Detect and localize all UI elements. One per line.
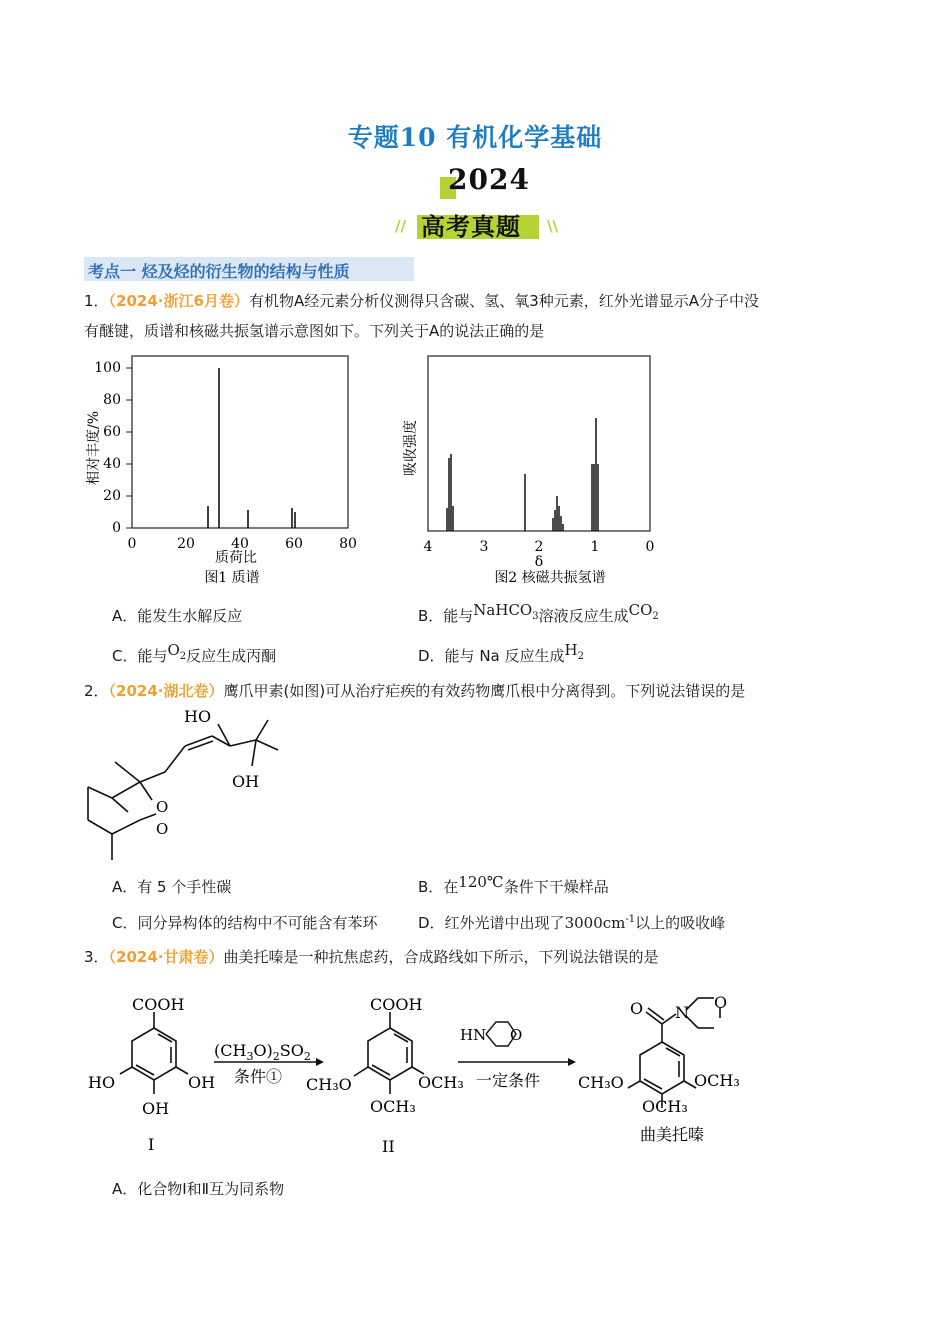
fig2-axes — [428, 356, 650, 531]
q1-option-b[interactable] — [418, 601, 659, 628]
fig1-x-tick-60: 60 — [285, 536, 303, 552]
wavenumber-superscript: -1 — [625, 914, 636, 925]
morpholine-o: O — [510, 1026, 523, 1044]
compound-1-ring — [120, 1012, 188, 1094]
yingzhaosu-structure — [80, 702, 280, 864]
yingzhaosu-o2: O — [156, 820, 169, 838]
q1-option-c-suffix: 反应生成丙酮 — [186, 647, 277, 665]
q1-option-b-middle: 溶液反应生成 — [538, 607, 629, 625]
compound-1-cooh: COOH — [132, 995, 185, 1014]
reagent-1-part-e: SO — [279, 1041, 304, 1060]
condition-1: 条件① — [234, 1067, 283, 1086]
product-och3-left: CH₃O — [578, 1073, 624, 1092]
q1-option-c-prefix: C．能与 — [112, 647, 168, 665]
q2-option-d-value — [565, 914, 636, 932]
fig1-y-tick-80: 80 — [103, 392, 121, 408]
q2-option-b-temperature: 120℃ — [458, 873, 504, 891]
condition-2: 一定条件 — [476, 1071, 541, 1090]
banner-text: 高考真题 — [421, 213, 521, 241]
fig2-x-tick-0: 0 — [645, 539, 655, 555]
question-2-number: 2． — [84, 682, 109, 700]
q1-option-d[interactable] — [418, 641, 584, 668]
mass-spectrum-figure — [84, 348, 374, 593]
reaction-arrow-2-head — [568, 1058, 576, 1066]
question-2-text: 鹰爪甲素(如图)可从治疗疟疾的有效药物鹰爪根中分离得到。下列说法错误的是 — [223, 682, 746, 700]
q2-option-c[interactable]: C．同分异构体的结构中不可能含有苯环 — [112, 914, 378, 932]
q1-option-a[interactable]: A．能发生水解反应 — [112, 607, 243, 625]
q2-option-b-prefix: B．在 — [418, 878, 459, 896]
reagent-1-part-c: O) — [253, 1041, 273, 1060]
fig2-peaks — [447, 418, 598, 531]
fig2-caption: 图2 核磁共振氢谱 — [494, 570, 606, 586]
fig1-x-label: 质荷比 — [215, 550, 257, 566]
compound-2-och3-right: OCH₃ — [418, 1073, 464, 1092]
question-1-source: （2024·浙江6月卷） — [108, 292, 249, 310]
fig1-y-tick-0: 0 — [112, 520, 121, 536]
o2-text: O — [167, 641, 180, 659]
section-heading-text: 考点一 烃及烃的衍生物的结构与性质 — [88, 262, 350, 281]
banner-right-decoration: \\ — [547, 217, 558, 235]
nahco3-subscript: 3 — [532, 611, 539, 622]
product-och3-bottom: OCH₃ — [642, 1097, 688, 1116]
q2-option-d-suffix: 以上的吸收峰 — [635, 914, 726, 932]
fig2-x-tick-3: 3 — [479, 539, 489, 555]
fig1-x-tick-0: 0 — [127, 536, 137, 552]
reagent-1 — [214, 1041, 311, 1063]
fig2-x-tick-1: 1 — [590, 539, 600, 555]
question-1-text-a: 有机物A经元素分析仪测得只含碳、氢、氧3种元素，红外光谱显示A分子中没 — [248, 292, 760, 310]
compound-1-oh-right: OH — [188, 1073, 216, 1092]
yingzhaosu-oh-right: OH — [232, 772, 260, 791]
compound-1-ho-left: HO — [88, 1073, 116, 1092]
page-title: 专题10 有机化学基础 — [347, 123, 603, 152]
compound-2-ring — [354, 1012, 424, 1094]
nahco3-text: NaHCO — [473, 601, 533, 619]
o2-formula — [167, 641, 187, 662]
fig1-peaks — [208, 368, 295, 528]
year-badge — [430, 163, 530, 199]
compound-1-oh-bottom: OH — [142, 1099, 170, 1118]
fig2-x-ticks — [424, 539, 655, 555]
q1-option-b-formula — [473, 601, 539, 622]
question-3-stem — [84, 942, 884, 972]
fig1-caption: 图1 质谱 — [204, 570, 260, 586]
question-1-line2: 有醚键，质谱和核磁共振氢谱示意图如下。下列关于A的说法正确的是 — [84, 322, 545, 340]
morpholine-hn: HN — [460, 1026, 487, 1044]
q2-option-d[interactable] — [418, 912, 725, 933]
question-1-line1 — [84, 286, 884, 316]
fig1-y-label: 相对丰度/% — [86, 410, 102, 486]
section-heading — [84, 257, 414, 281]
banner-left-decoration: // — [395, 217, 406, 235]
q1-option-c[interactable] — [112, 641, 277, 668]
compound-2-och3-bottom: OCH₃ — [370, 1097, 416, 1116]
fig1-axes — [132, 356, 348, 528]
yingzhaosu-oh-top: HO — [184, 707, 212, 726]
q3-option-a[interactable]: A．化合物Ⅰ和Ⅱ互为同系物 — [112, 1180, 285, 1198]
fig1-x-tick-80: 80 — [339, 536, 357, 552]
wavenumber-text: 3000cm — [564, 914, 626, 932]
question-1-number: 1． — [84, 292, 109, 310]
product-och3-right: OCH₃ — [694, 1071, 740, 1090]
fig1-x-tick-40: 40 — [231, 536, 249, 552]
product-label: 曲美托嗪 — [640, 1125, 705, 1144]
h2-subscript: 2 — [577, 651, 584, 662]
reagent-1-part-a: (CH — [214, 1041, 247, 1060]
compound-2-label: II — [382, 1137, 395, 1156]
reaction-arrow-1-head — [316, 1058, 324, 1066]
question-1-stem — [84, 286, 884, 346]
co2-subscript: 2 — [652, 611, 659, 622]
fig1-y-tick-100: 100 — [94, 360, 121, 376]
question-3-text: 曲美托嗪是一种抗焦虑药，合成路线如下所示，下列说法错误的是 — [223, 948, 659, 966]
compound-1-label: I — [148, 1135, 155, 1154]
product-carbonyl-o: O — [630, 999, 644, 1018]
fig2-x-tick-4: 4 — [423, 539, 433, 555]
fig2-x-label: δ — [534, 554, 544, 570]
nmr-figure — [395, 348, 675, 593]
reagent-1-part-f: 2 — [303, 1050, 311, 1063]
reagent-1-part-b: 3 — [246, 1050, 254, 1063]
fig2-y-label: 吸收强度 — [403, 420, 419, 476]
o2-subscript: 2 — [179, 651, 187, 662]
yingzhaosu-o1: O — [156, 798, 169, 816]
question-3-source: （2024·甘肃卷） — [108, 948, 224, 966]
q1-option-d-prefix: D．能与 Na 反应生成 — [418, 647, 565, 665]
product-ring-o: O — [714, 993, 728, 1012]
question-3-number: 3． — [84, 948, 109, 966]
h2-text: H — [564, 641, 578, 659]
year-text: 2024 — [448, 163, 530, 196]
h2-formula — [564, 641, 584, 662]
product-n: N — [675, 1003, 689, 1022]
fig2-x-tick-2: 2 — [534, 539, 544, 555]
q1-option-b-co2 — [628, 601, 659, 622]
q2-option-b-suffix: 条件下干燥样品 — [503, 878, 609, 896]
co2-text: CO — [628, 601, 653, 619]
q2-option-d-prefix: D．红外光谱中出现了 — [418, 914, 565, 932]
q1-option-b-prefix: B．能与 — [418, 607, 474, 625]
exam-banner — [395, 205, 565, 241]
reagent-1-part-d: 2 — [272, 1050, 280, 1063]
fig1-x-tick-20: 20 — [177, 536, 195, 552]
q2-option-b[interactable] — [418, 873, 609, 897]
question-2-source: （2024·湖北卷） — [108, 682, 224, 700]
synthesis-scheme — [84, 990, 764, 1160]
fig1-y-tick-60: 60 — [103, 424, 121, 440]
q2-option-a[interactable]: A．有 5 个手性碳 — [112, 878, 232, 896]
fig1-y-tick-40: 40 — [103, 456, 121, 472]
compound-2-och3-left: CH₃O — [306, 1075, 352, 1094]
compound-2-cooh: COOH — [370, 995, 423, 1014]
fig1-y-tick-20: 20 — [103, 488, 121, 504]
